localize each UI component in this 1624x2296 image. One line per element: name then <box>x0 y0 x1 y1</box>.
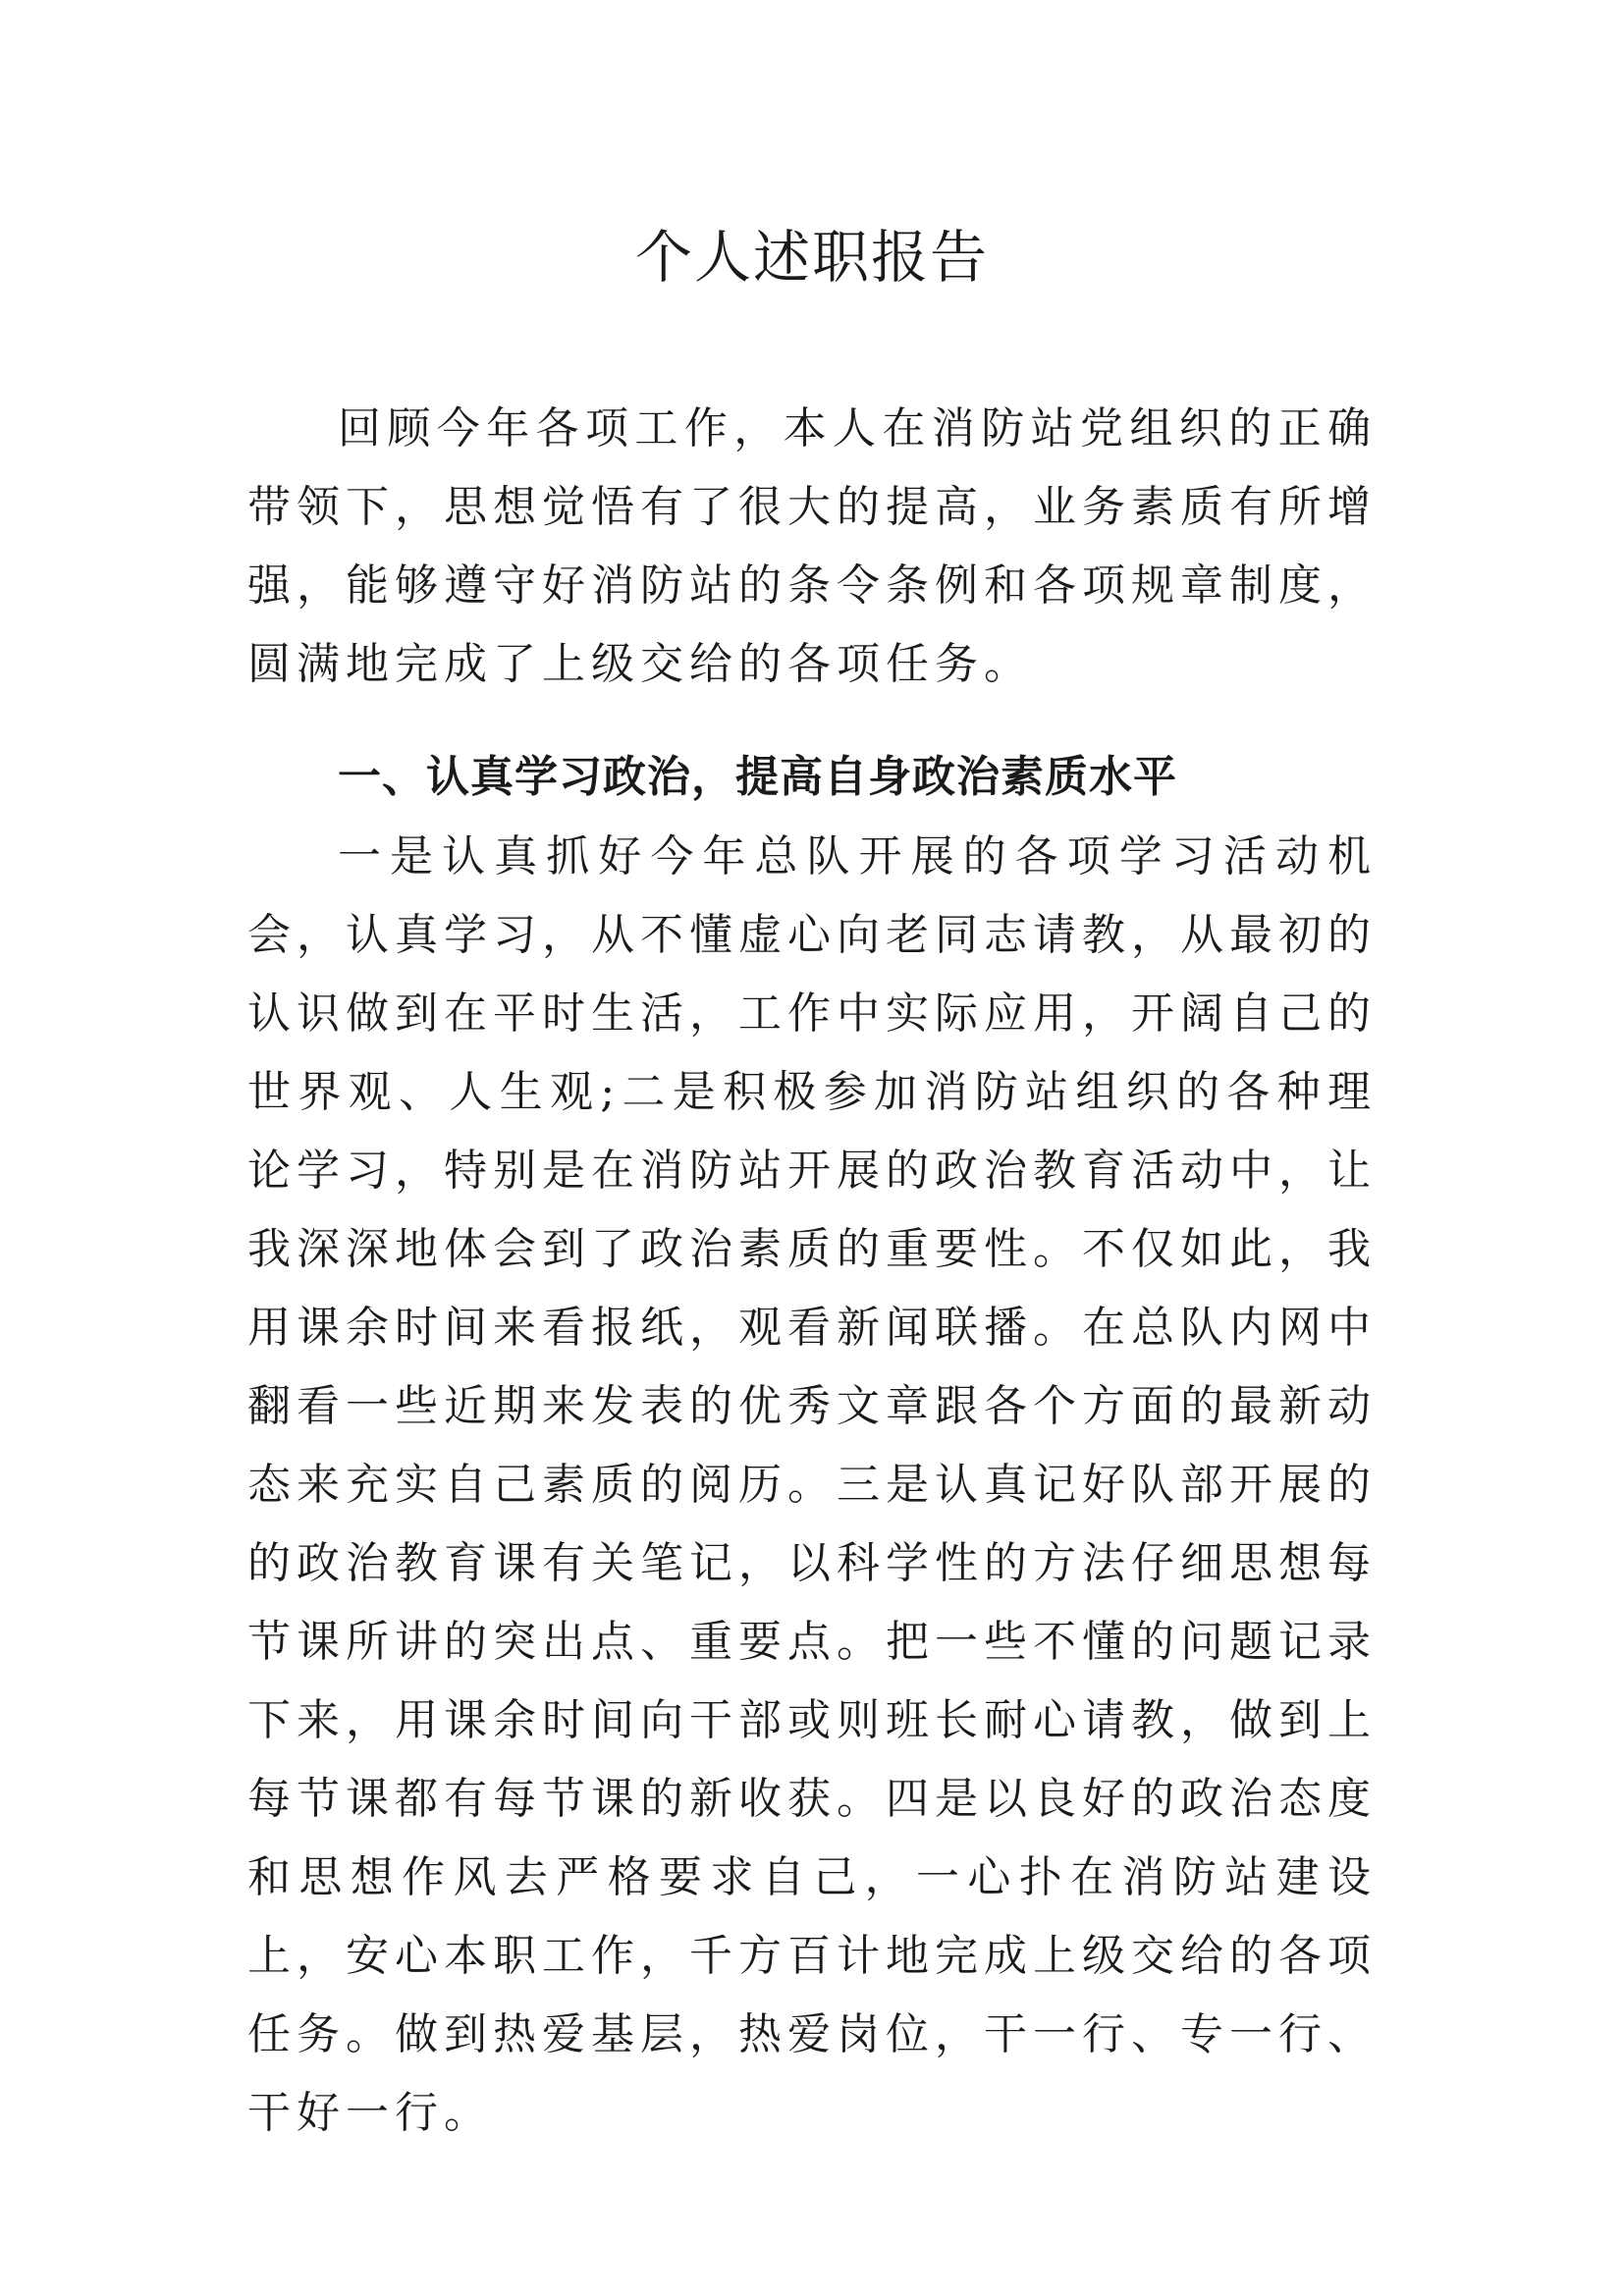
section-heading: 一、认真学习政治，提高自身政治素质水平 <box>338 752 1177 802</box>
section-paragraph: 一是认真抓好今年总队开展的各项学习活动机会，认真学习，从不懂虚心向老同志请教，从最初的认识做到在平时生活，工作中实际应用，开阔自己的世界观、人生观;二是积极参加消防站组织的各种理论学习，特别是在消防站开展的政治教育活动中，让我深深地体会到了政治素质的重要性。不仅如此，我用课余时间来看报纸，观看新闻联播。在总队内网中翻看一些近期来发表的优秀文章跟各个方面的最新动态来充实自己素质的阅历。三是认真记好队部开展的的政治教育课有关笔记，以科学性的方法仔细思想每节课所讲的突出点、重要点。把一些不懂的问题记录下来，用课余时间向干部或则班长耐心请教，做到上每节课都有每节课的新收获。四是以良好的政治态度和思想作风去严格要求自己，一心扑在消防站建设上，安心本职工作，千方百计地完成上级交给的各项任务。做到热爱基层，热爱岗位，干一行、专一行、干好一行。 <box>247 831 1377 2138</box>
intro-paragraph: 回顾今年各项工作，本人在消防站党组织的正确带领下，思想觉悟有了很大的提高，业务素质有所增强，能够遵守好消防站的条令条例和各项规章制度，圆满地完成了上级交给的各项任务。 <box>247 403 1377 689</box>
document-title: 个人述职报告 <box>634 224 989 291</box>
